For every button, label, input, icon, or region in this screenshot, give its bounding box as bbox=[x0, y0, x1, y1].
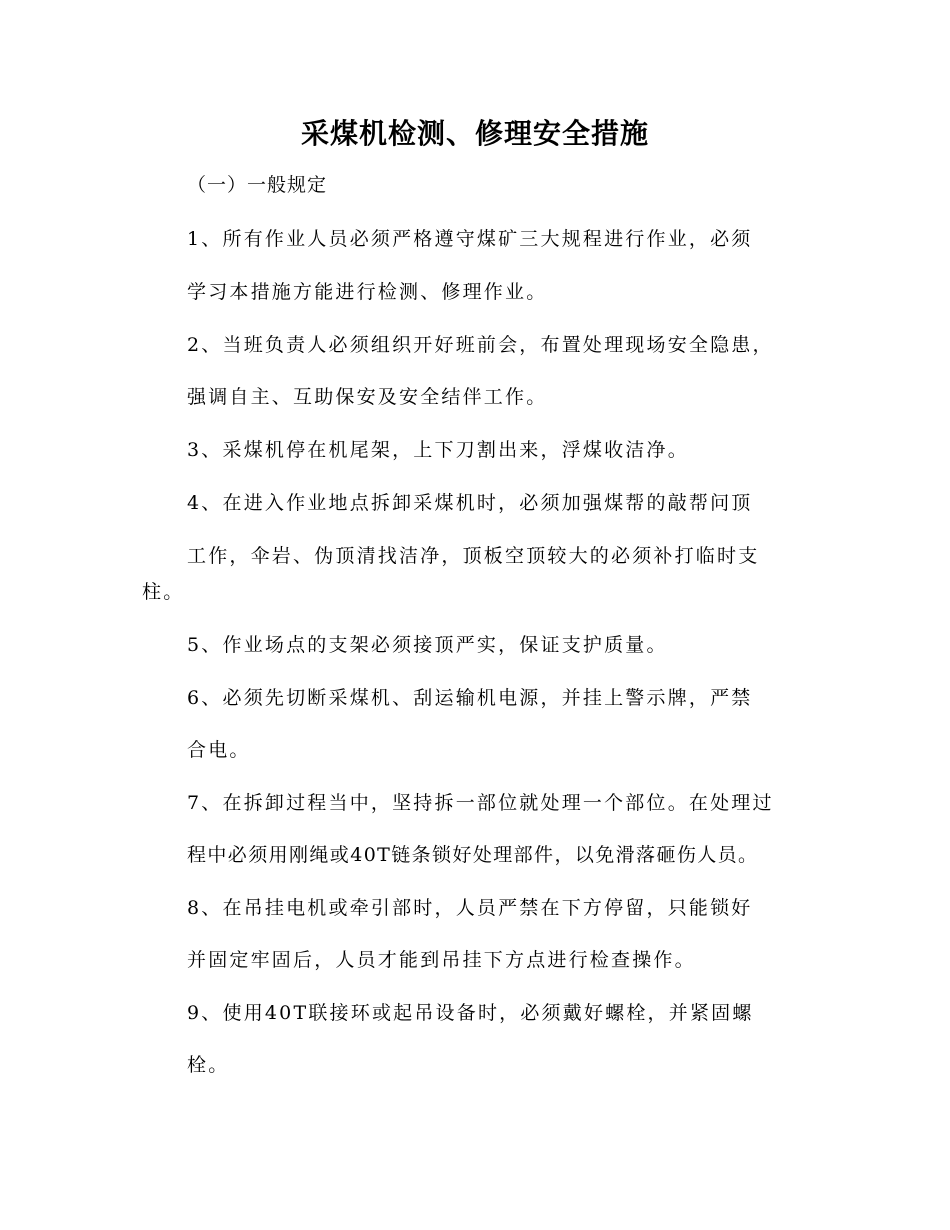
paragraph-line: 柱。 bbox=[142, 581, 185, 603]
paragraph-line: 强调自主、互助保安及安全结伴工作。 bbox=[187, 386, 548, 408]
paragraph-line: 3、采煤机停在机尾架，上下刀割出来，浮煤收洁净。 bbox=[187, 439, 689, 461]
paragraph-line: 4、在进入作业地点拆卸采煤机时，必须加强煤帮的敲帮问顶 bbox=[187, 492, 753, 514]
section-heading: （一）一般规定 bbox=[187, 174, 328, 196]
paragraph-line: 2、当班负责人必须组织开好班前会，布置处理现场安全隐患， bbox=[187, 334, 774, 356]
paragraph-line: 7、在拆卸过程当中，坚持拆一部位就处理一个部位。在处理过 bbox=[187, 792, 774, 814]
paragraph-line: 栓。 bbox=[187, 1054, 230, 1076]
paragraph-line: 程中必须用刚绳或40T链条锁好处理部件，以免滑落砸伤人员。 bbox=[187, 844, 759, 866]
paragraph-line: 并固定牢固后，人员才能到吊挂下方点进行检查操作。 bbox=[187, 949, 696, 971]
paragraph-line: 5、作业场点的支架必须接顶严实，保证支护质量。 bbox=[187, 634, 668, 656]
paragraph-line: 9、使用40T联接环或起吊设备时，必须戴好螺栓，并紧固螺 bbox=[187, 1002, 754, 1024]
paragraph-line: 学习本措施方能进行检测、修理作业。 bbox=[187, 281, 548, 303]
paragraph-line: 工作，伞岩、伪顶清找洁净，顶板空顶较大的必须补打临时支 bbox=[187, 545, 760, 567]
paragraph-line: 1、所有作业人员必须严格遵守煤矿三大规程进行作业，必须 bbox=[187, 228, 753, 250]
paragraph-line: 合电。 bbox=[187, 739, 251, 761]
paragraph-line: 6、必须先切断采煤机、刮运输机电源，并挂上警示牌，严禁 bbox=[187, 687, 753, 709]
paragraph-line: 8、在吊挂电机或牵引部时，人员严禁在下方停留，只能锁好 bbox=[187, 897, 753, 919]
document-title: 采煤机检测、修理安全措施 bbox=[300, 117, 649, 150]
